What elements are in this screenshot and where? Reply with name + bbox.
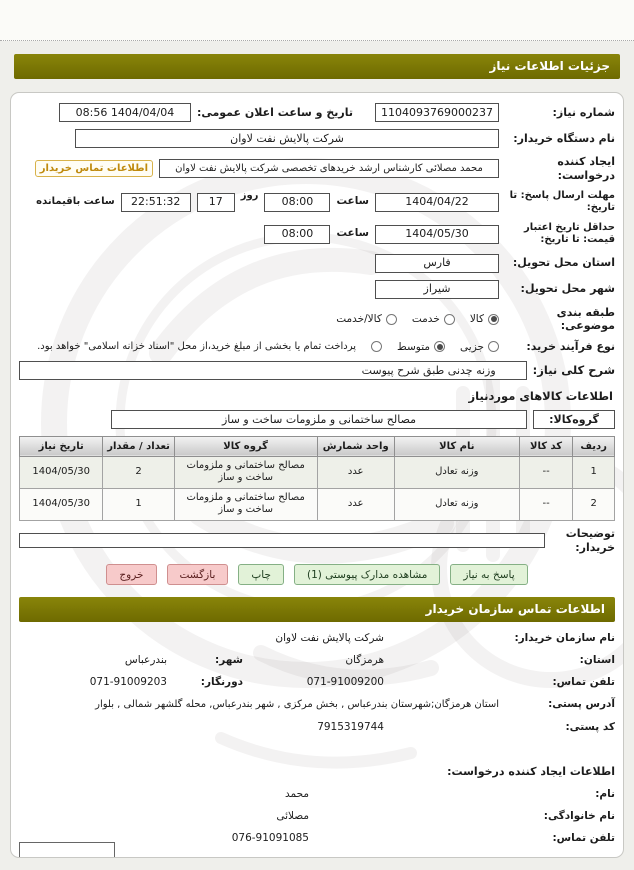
delivery-city-row: [19, 280, 615, 299]
col-item-code: کد کالا: [519, 436, 573, 456]
buyer-note-field[interactable]: [19, 533, 545, 548]
service-radio-label: خدمت: [411, 313, 440, 326]
minor-radio-icon[interactable]: [488, 341, 499, 352]
classification-row: [19, 306, 615, 334]
cell-item-code: --: [519, 488, 573, 520]
deadline-row: [19, 190, 615, 215]
contact-phone-value: 071-91009200: [306, 676, 384, 689]
creator-field[interactable]: محمد مصلائی کارشناس ارشد خریدهای تخصصی شرکت پالایش نفت لاوان: [159, 159, 499, 178]
price-validity-hour-label: ساعت: [336, 227, 369, 240]
buyer-note-label: توضیحات خریدار:: [565, 526, 615, 554]
cell-group: مصالح ساختمانی و ملزومات ساخت و ساز: [174, 488, 317, 520]
exit-button[interactable]: خروج: [106, 564, 156, 585]
goods-service-radio-icon[interactable]: [386, 314, 397, 325]
contact-org-label: نام سازمان خریدار:: [514, 632, 615, 645]
process-option-medium[interactable]: [397, 341, 445, 353]
respond-button[interactable]: پاسخ به نیاز: [450, 564, 527, 585]
treasury-note-text: پرداخت تمام یا بخشی از مبلغ خرید،از محل "اسناد خزانه اسلامی" خواهد بود.: [37, 340, 357, 352]
goods-table: [19, 436, 615, 521]
col-group: گروه کالا: [174, 436, 317, 456]
delivery-province-field[interactable]: فارس: [375, 254, 499, 273]
top-strip: [0, 0, 634, 41]
col-row-number: ردیف: [573, 436, 615, 456]
delivery-city-field[interactable]: شیراز: [375, 280, 499, 299]
contact-province-label: استان:: [579, 654, 615, 667]
contact-fax-label: دورنگار:: [200, 676, 243, 689]
contact-postal-row: [19, 721, 615, 733]
contact-address-row: [19, 698, 615, 711]
table-row[interactable]: [20, 488, 615, 520]
cell-row-number: 1: [573, 456, 615, 488]
cell-item-name: وزنه تعادل: [394, 456, 519, 488]
description-label: شرح کلی نیاز:: [532, 363, 615, 378]
buyer-org-row: [19, 129, 615, 148]
col-quantity: تعداد / مقدار: [103, 436, 174, 456]
contact-city-value: بندرعباس: [124, 654, 167, 667]
buyer-org-field[interactable]: شرکت پالایش نفت لاوان: [75, 129, 499, 148]
price-validity-date-field[interactable]: 1404/05/30: [375, 225, 499, 244]
buyer-org-label: نام دستگاه خریدار:: [513, 131, 615, 145]
creator-last-name-row: [19, 810, 615, 822]
contact-province-value: هرمزگان: [345, 654, 384, 667]
medium-radio-icon[interactable]: [434, 341, 445, 352]
deadline-days-label: روز: [240, 189, 259, 201]
buyer-note-row: [19, 527, 615, 555]
process-type-row: [19, 340, 615, 354]
print-button[interactable]: چاپ: [238, 564, 284, 585]
minor-radio-label: جزیی: [460, 340, 484, 353]
creator-phone-value: 076-91091085: [231, 832, 309, 845]
contact-header-bar: [19, 597, 615, 622]
table-row[interactable]: [20, 456, 615, 488]
creator-row: [19, 155, 615, 183]
cell-quantity: 2: [103, 456, 174, 488]
delivery-province-row: [19, 254, 615, 273]
contact-org-value: شرکت پالایش نفت لاوان: [275, 632, 384, 645]
process-type-label: نوع فرآیند خرید:: [526, 340, 615, 353]
classification-option-goods-service[interactable]: [336, 313, 397, 325]
cell-item-code: --: [519, 456, 573, 488]
price-validity-hour-field[interactable]: 08:00: [264, 225, 330, 244]
creator-first-name-row: [19, 788, 615, 800]
cell-item-name: وزنه تعادل: [394, 488, 519, 520]
back-button[interactable]: بازگشت: [167, 564, 229, 585]
description-row: [19, 361, 615, 380]
contact-phone-fax-row: [19, 676, 615, 688]
goods-group-row: [19, 410, 615, 429]
goods-table-header-row: [20, 436, 615, 456]
creator-section-title: اطلاعات ایجاد کننده درخواست:: [447, 765, 615, 779]
treasury-radio-icon[interactable]: [371, 341, 382, 352]
creator-first-name-value: محمد: [285, 788, 309, 801]
cell-need-date: 1404/05/30: [20, 488, 103, 520]
price-validity-label: حداقل تاریخ اعتبار قیمت: تا تاریخ:: [523, 221, 615, 245]
details-header-bar: [14, 54, 620, 79]
deadline-days-field[interactable]: 17: [197, 193, 235, 212]
partial-input[interactable]: [19, 842, 115, 858]
contact-address-label: آدرس پستی:: [548, 698, 615, 711]
creator-phone-label: تلفن تماس:: [552, 832, 615, 845]
details-header-title: جزئیات اطلاعات نیاز: [489, 59, 610, 73]
form-content: [19, 103, 615, 844]
creator-last-name-value: مصلائی: [276, 810, 309, 823]
deadline-hour-field[interactable]: 08:00: [264, 193, 330, 212]
announce-datetime-label: تاریخ و ساعت اعلان عمومی:: [196, 105, 353, 119]
goods-group-label: گروه‌کالا:: [533, 410, 615, 429]
classification-option-service[interactable]: [412, 313, 455, 325]
cell-unit: عدد: [317, 488, 394, 520]
cell-need-date: 1404/05/30: [20, 456, 103, 488]
cell-group: مصالح ساختمانی و ملزومات ساخت و ساز: [174, 456, 317, 488]
delivery-province-label: استان محل تحویل:: [512, 256, 615, 270]
contact-phone-label: تلفن تماس:: [552, 676, 615, 689]
need-number-field[interactable]: 1104093769000237: [375, 103, 499, 122]
creator-label: ایجاد کننده درخواست:: [557, 155, 615, 182]
delivery-city-label: شهر محل تحویل:: [520, 282, 615, 296]
classification-option-goods[interactable]: [470, 313, 499, 325]
contact-fax-value: 071-91009203: [89, 676, 167, 689]
goods-section-title: اطلاعات کالاهای موردنیاز: [468, 388, 613, 403]
process-option-minor[interactable]: [460, 341, 499, 353]
service-radio-icon[interactable]: [444, 314, 455, 325]
deadline-date-field[interactable]: 1404/04/22: [375, 193, 499, 212]
price-validity-row: [19, 222, 615, 247]
deadline-hour-label: ساعت: [336, 195, 369, 208]
col-item-name: نام کالا: [394, 436, 519, 456]
goods-group-field[interactable]: مصالح ساختمانی و ملزومات ساخت و ساز: [111, 410, 527, 429]
announce-datetime-field[interactable]: 1404/04/04 08:56: [59, 103, 191, 122]
cell-row-number: 2: [573, 488, 615, 520]
creator-last-name-label: نام خانوادگی:: [543, 810, 615, 823]
medium-radio-label: متوسط: [397, 340, 431, 353]
contact-address-value: استان هرمزگان;شهرستان بندرعباس , بخش مرکزی , شهر بندرعباس, محله گلشهر شمالی , بلوار: [95, 699, 499, 711]
remaining-time-field[interactable]: 22:51:32: [121, 193, 191, 212]
need-number-label: شماره نیاز:: [552, 105, 615, 119]
main-panel: [10, 92, 624, 858]
contact-city-label: شهر:: [215, 654, 243, 667]
goods-radio-icon[interactable]: [488, 314, 499, 325]
attachments-button[interactable]: مشاهده مدارک پیوستی (1): [294, 564, 440, 585]
remaining-time-label: ساعت باقیمانده: [36, 196, 115, 207]
cell-quantity: 1: [103, 488, 174, 520]
need-number-row: [19, 103, 615, 122]
contact-header-title: اطلاعات تماس سازمان خریدار: [425, 602, 605, 617]
cell-unit: عدد: [317, 456, 394, 488]
goods-service-radio-label: کالا/خدمت: [336, 313, 382, 326]
deadline-label: مهلت ارسال پاسخ: تا تاریخ:: [509, 189, 615, 213]
action-buttons: [19, 564, 615, 585]
contact-org-row: [19, 632, 615, 644]
contact-postal-label: کد پستی:: [565, 721, 615, 734]
col-need-date: تاریخ نیاز: [20, 436, 103, 456]
col-unit: واحد شمارش: [317, 436, 394, 456]
treasury-option[interactable]: [371, 341, 382, 352]
buyer-contact-link[interactable]: اطلاعات تماس خریدار: [35, 160, 153, 177]
description-field[interactable]: وزنه چدنی طبق شرح پیوست: [19, 361, 527, 380]
classification-label: طبقه بندی موضوعی:: [556, 305, 615, 333]
contact-postal-value: 7915319744: [317, 721, 384, 734]
contact-province-city-row: [19, 654, 615, 666]
creator-first-name-label: نام:: [595, 788, 615, 801]
goods-radio-label: کالا: [469, 313, 484, 326]
